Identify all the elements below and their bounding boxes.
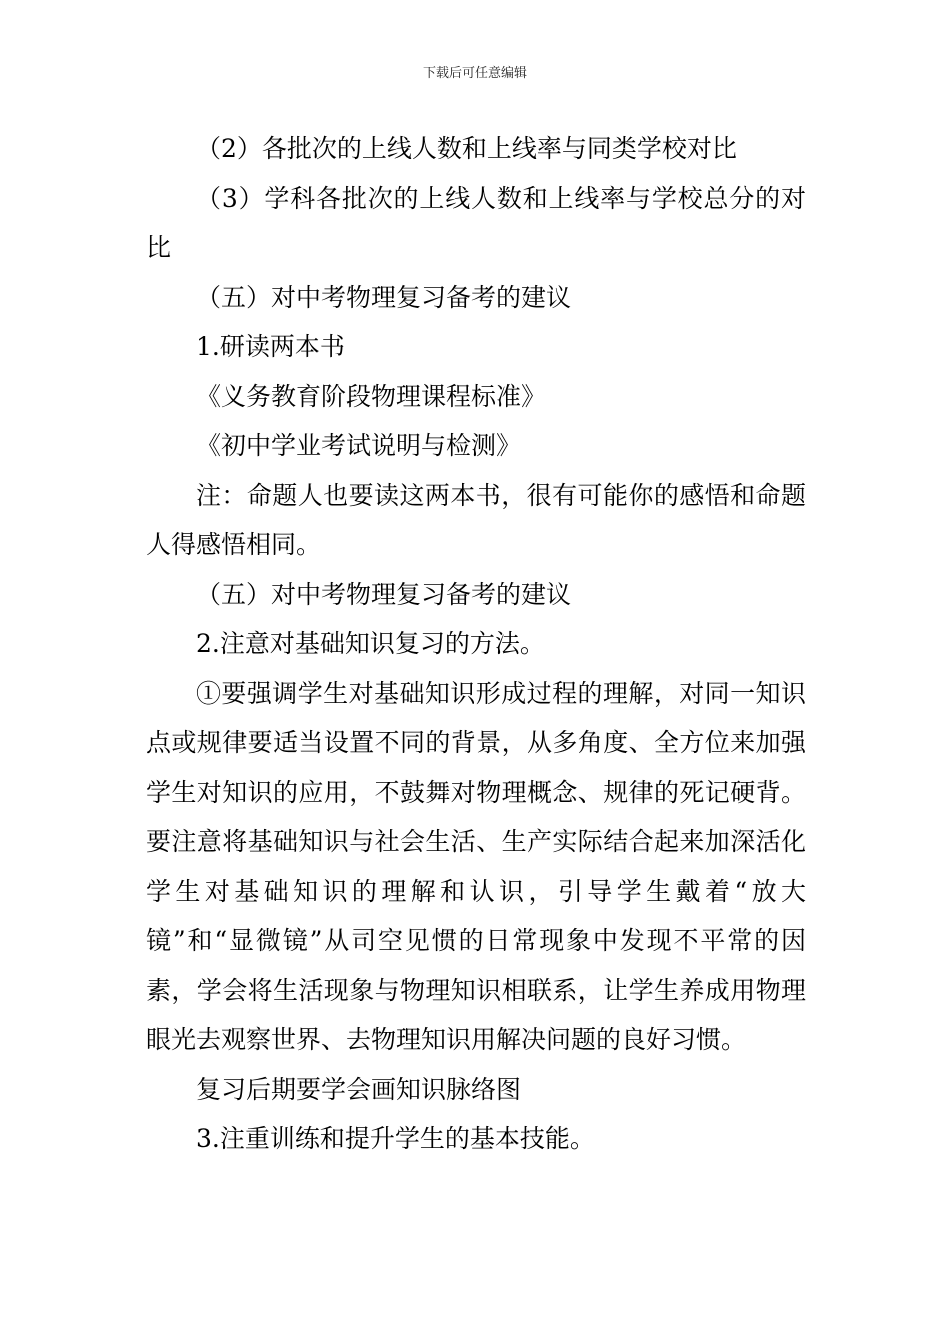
book-title-exam-guide: 《初中学业考试说明与检测》 <box>196 431 522 460</box>
paragraph-subject-batch-comparison: （3）学科各批次的上线人数和上线率与学校总分的对比 <box>146 183 806 262</box>
list-item-basic-knowledge-method: 2.注意对基础知识复习的方法。 <box>196 629 545 658</box>
paragraph-note: 注：命题人也要读这两本书，很有可能你的感悟和命题人得感悟相同。 <box>146 480 806 559</box>
paragraph-batch-comparison-similar-schools: （2）各批次的上线人数和上线率与同类学校对比 <box>196 134 737 163</box>
page-header-note: 下载后可任意编辑 <box>422 66 527 81</box>
list-item-read-two-books: 1.研读两本书 <box>196 332 345 361</box>
book-title-curriculum-standard: 《义务教育阶段物理课程标准》 <box>196 381 547 411</box>
section-heading-review-suggestions-repeat: （五）对中考物理复习备考的建议 <box>196 579 572 609</box>
section-heading-review-suggestions: （五）对中考物理复习备考的建议 <box>196 282 572 312</box>
paragraph-basic-knowledge-detail: ①要强调学生对基础知识形成过程的理解，对同一知识点或规律要适当设置不同的背景，从多角度、全方位来加强学生对知识的应用，不鼓舞对物理概念、规律的死记硬背。要注意将基础知识与社会生活、生产实际结合起来加深活化学生对基础知识的理解和认识，引导学生戴着“放大镜”和“显微镜”从司空见惯的日常现象中发现不平常的因素，学会将生活现象与物理知识相联系，让学生养成用物理眼光去观察世界、去物理知识用解决问题的良好习惯。 <box>146 678 806 1054</box>
list-item-basic-skills: 3.注重训练和提升学生的基本技能。 <box>196 1124 595 1153</box>
document-body <box>146 124 806 1164</box>
paragraph-knowledge-map: 复习后期要学会画知识脉络图 <box>196 1074 522 1104</box>
